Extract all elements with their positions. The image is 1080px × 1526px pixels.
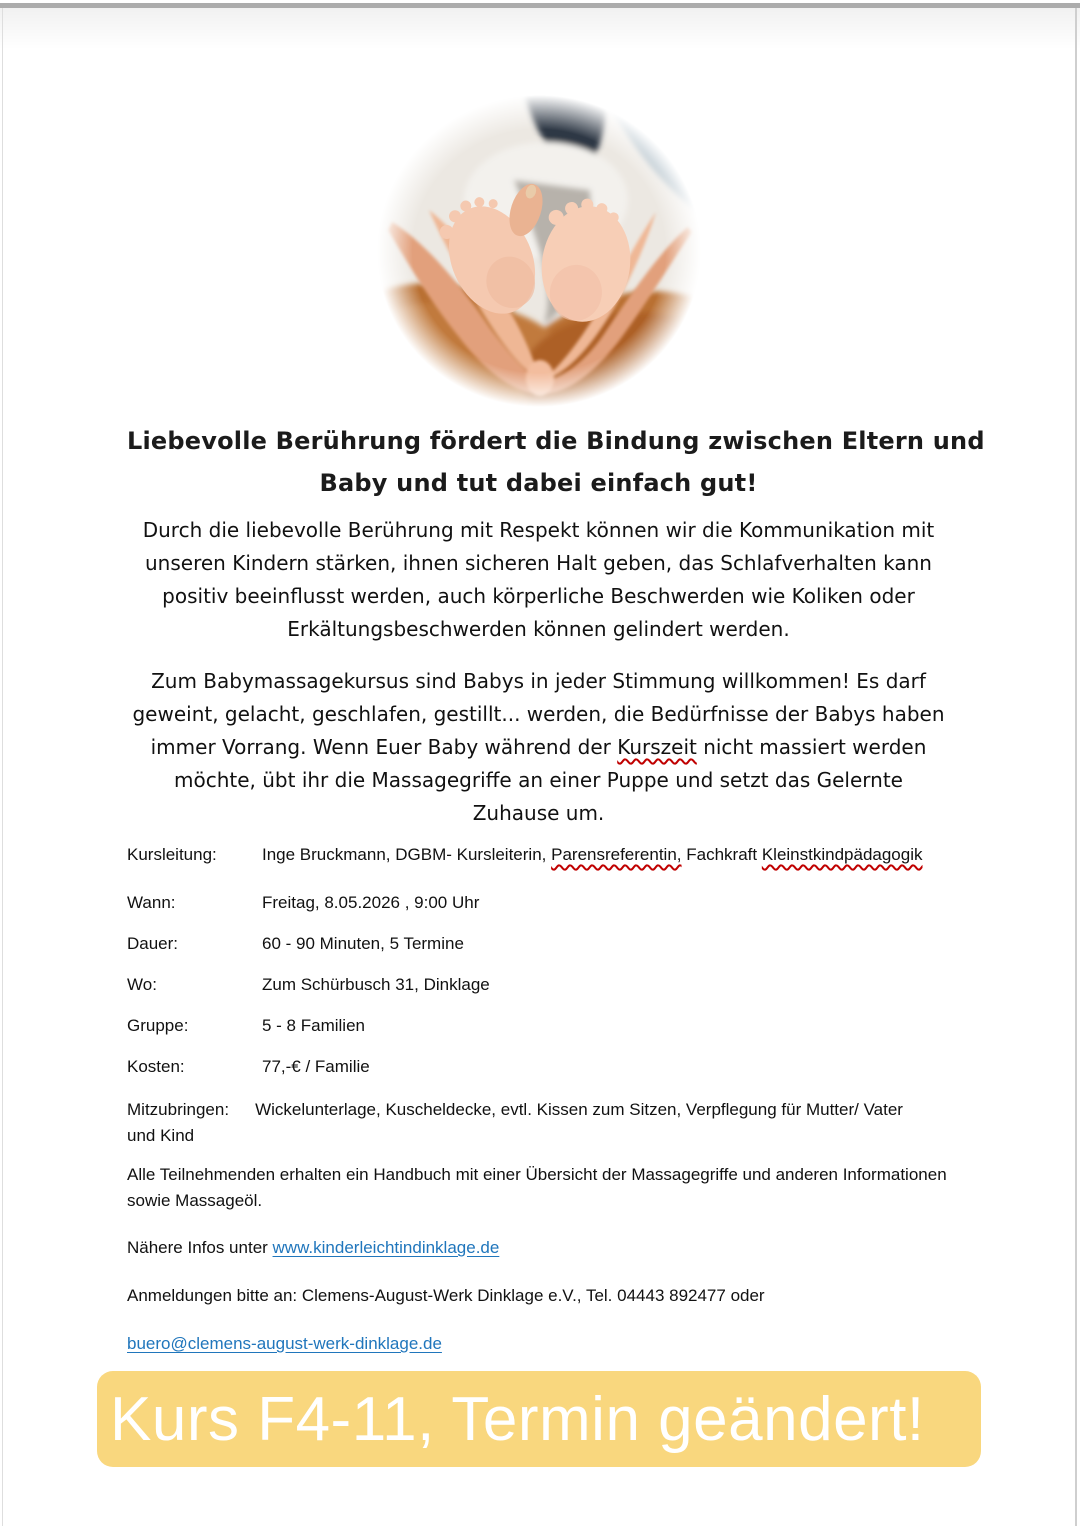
detail-value: Freitag, 8.05.2026 , 9:00 Uhr: [262, 893, 480, 912]
detail-label: Wann:: [127, 893, 176, 912]
welcome-line: Zuhause um.: [472, 801, 605, 825]
detail-label: Wo:: [127, 975, 157, 994]
welcome-line: möchte, übt ihr die Massagegriffe an einer Puppe und setzt das Gelernte: [174, 768, 903, 792]
detail-value: 5 - 8 Familien: [262, 1016, 365, 1035]
detail-row-wann: [127, 892, 950, 914]
detail-row-dauer: [127, 933, 950, 955]
intro-line: positiv beeinflusst werden, auch körperliche Beschwerden wie Koliken oder: [162, 584, 915, 608]
course-change-banner: [97, 1371, 981, 1467]
detail-row-kosten: [127, 1056, 950, 1078]
mitzubringen-value: Wickelunterlage, Kuscheldecke, evtl. Kissen zum Sitzen, Verpflegung für Mutter/ Vater: [255, 1100, 903, 1119]
mitzubringen-line-2: und Kind: [127, 1126, 195, 1145]
misspelled-word-kleinstkindpaedagogik: Kleinstkindpädagogik: [761, 845, 923, 864]
welcome-line-3-after: nicht massiert werden: [696, 735, 927, 759]
course-details: [127, 844, 950, 1078]
detail-label: Gruppe:: [127, 1016, 189, 1035]
welcome-line: geweint, gelacht, geschlafen, gestillt... werden, die Bedürfnisse der Babys haben: [132, 702, 945, 726]
detail-label: Kosten:: [127, 1057, 185, 1076]
detail-value: Zum Schürbusch 31, Dinklage: [262, 975, 490, 994]
detail-value: [262, 844, 950, 866]
detail-value: 77,-€ / Familie: [262, 1057, 370, 1076]
detail-row-mitzubringen: [127, 1097, 950, 1149]
welcome-line-3-before: immer Vorrang. Wenn Euer Baby während der: [150, 735, 618, 759]
email-link[interactable]: buero@clemens-august-werk-dinklage.de: [127, 1334, 442, 1353]
detail-row-kursleitung: [127, 844, 950, 866]
baby-feet-heart-photo: [374, 92, 704, 410]
detail-label: Mitzubringen:: [127, 1100, 230, 1119]
detail-label: Dauer:: [127, 934, 179, 953]
title-line-1: Liebevolle Berührung fördert die Bindung zwischen Eltern und: [127, 427, 985, 455]
misspelled-word-parensreferentin: Parensreferentin,: [551, 845, 682, 864]
banner-text: Kurs F4-11, Termin geändert!: [110, 1384, 925, 1454]
detail-row-gruppe: [127, 1015, 950, 1037]
flyer-title: [127, 420, 985, 504]
misspelled-word-kurszeit: Kurszeit: [617, 735, 697, 759]
info-prefix: Nähere Infos unter: [127, 1238, 273, 1257]
kursleitung-seg1: Inge Bruckmann, DGBM- Kursleiterin,: [262, 845, 552, 864]
website-link[interactable]: www.kinderleichtindinklage.de: [272, 1238, 500, 1257]
welcome-paragraph: [127, 665, 950, 830]
page-left-border: [2, 8, 3, 1526]
detail-row-wo: [127, 974, 950, 996]
welcome-line: [127, 731, 950, 764]
welcome-line: Zum Babymassagekursus sind Babys in jeder Stimmung willkommen! Es darf: [151, 669, 926, 693]
page-top-shadow: [0, 8, 1080, 50]
mitzubringen-line-1: [127, 1097, 950, 1123]
intro-paragraph: [127, 514, 950, 646]
baby-feet-heart-illustration: [374, 92, 704, 410]
anmeldung-line: Anmeldungen bitte an: Clemens-August-Werk Dinklage e.V., Tel. 04443 892477 oder: [127, 1286, 765, 1305]
handbook-note: Alle Teilnehmenden erhalten ein Handbuch mit einer Übersicht der Massagegriffe und anderen Informationen sowie Massageöl.: [127, 1165, 947, 1210]
email-line: [127, 1331, 950, 1357]
info-line: [127, 1235, 950, 1261]
detail-value: 60 - 90 Minuten, 5 Termine: [262, 934, 464, 953]
page-right-border: [1075, 8, 1077, 1526]
kursleitung-seg3: Fachkraft: [681, 845, 762, 864]
intro-line: Erkältungsbeschwerden können gelindert werden.: [287, 617, 790, 641]
intro-line: unseren Kindern stärken, ihnen sicheren Halt geben, das Schlafverhalten kann: [145, 551, 932, 575]
detail-label: Kursleitung:: [127, 845, 217, 864]
intro-line: Durch die liebevolle Berührung mit Respekt können wir die Kommunikation mit: [142, 518, 935, 542]
title-line-2: Baby und tut dabei einfach gut!: [319, 469, 758, 497]
